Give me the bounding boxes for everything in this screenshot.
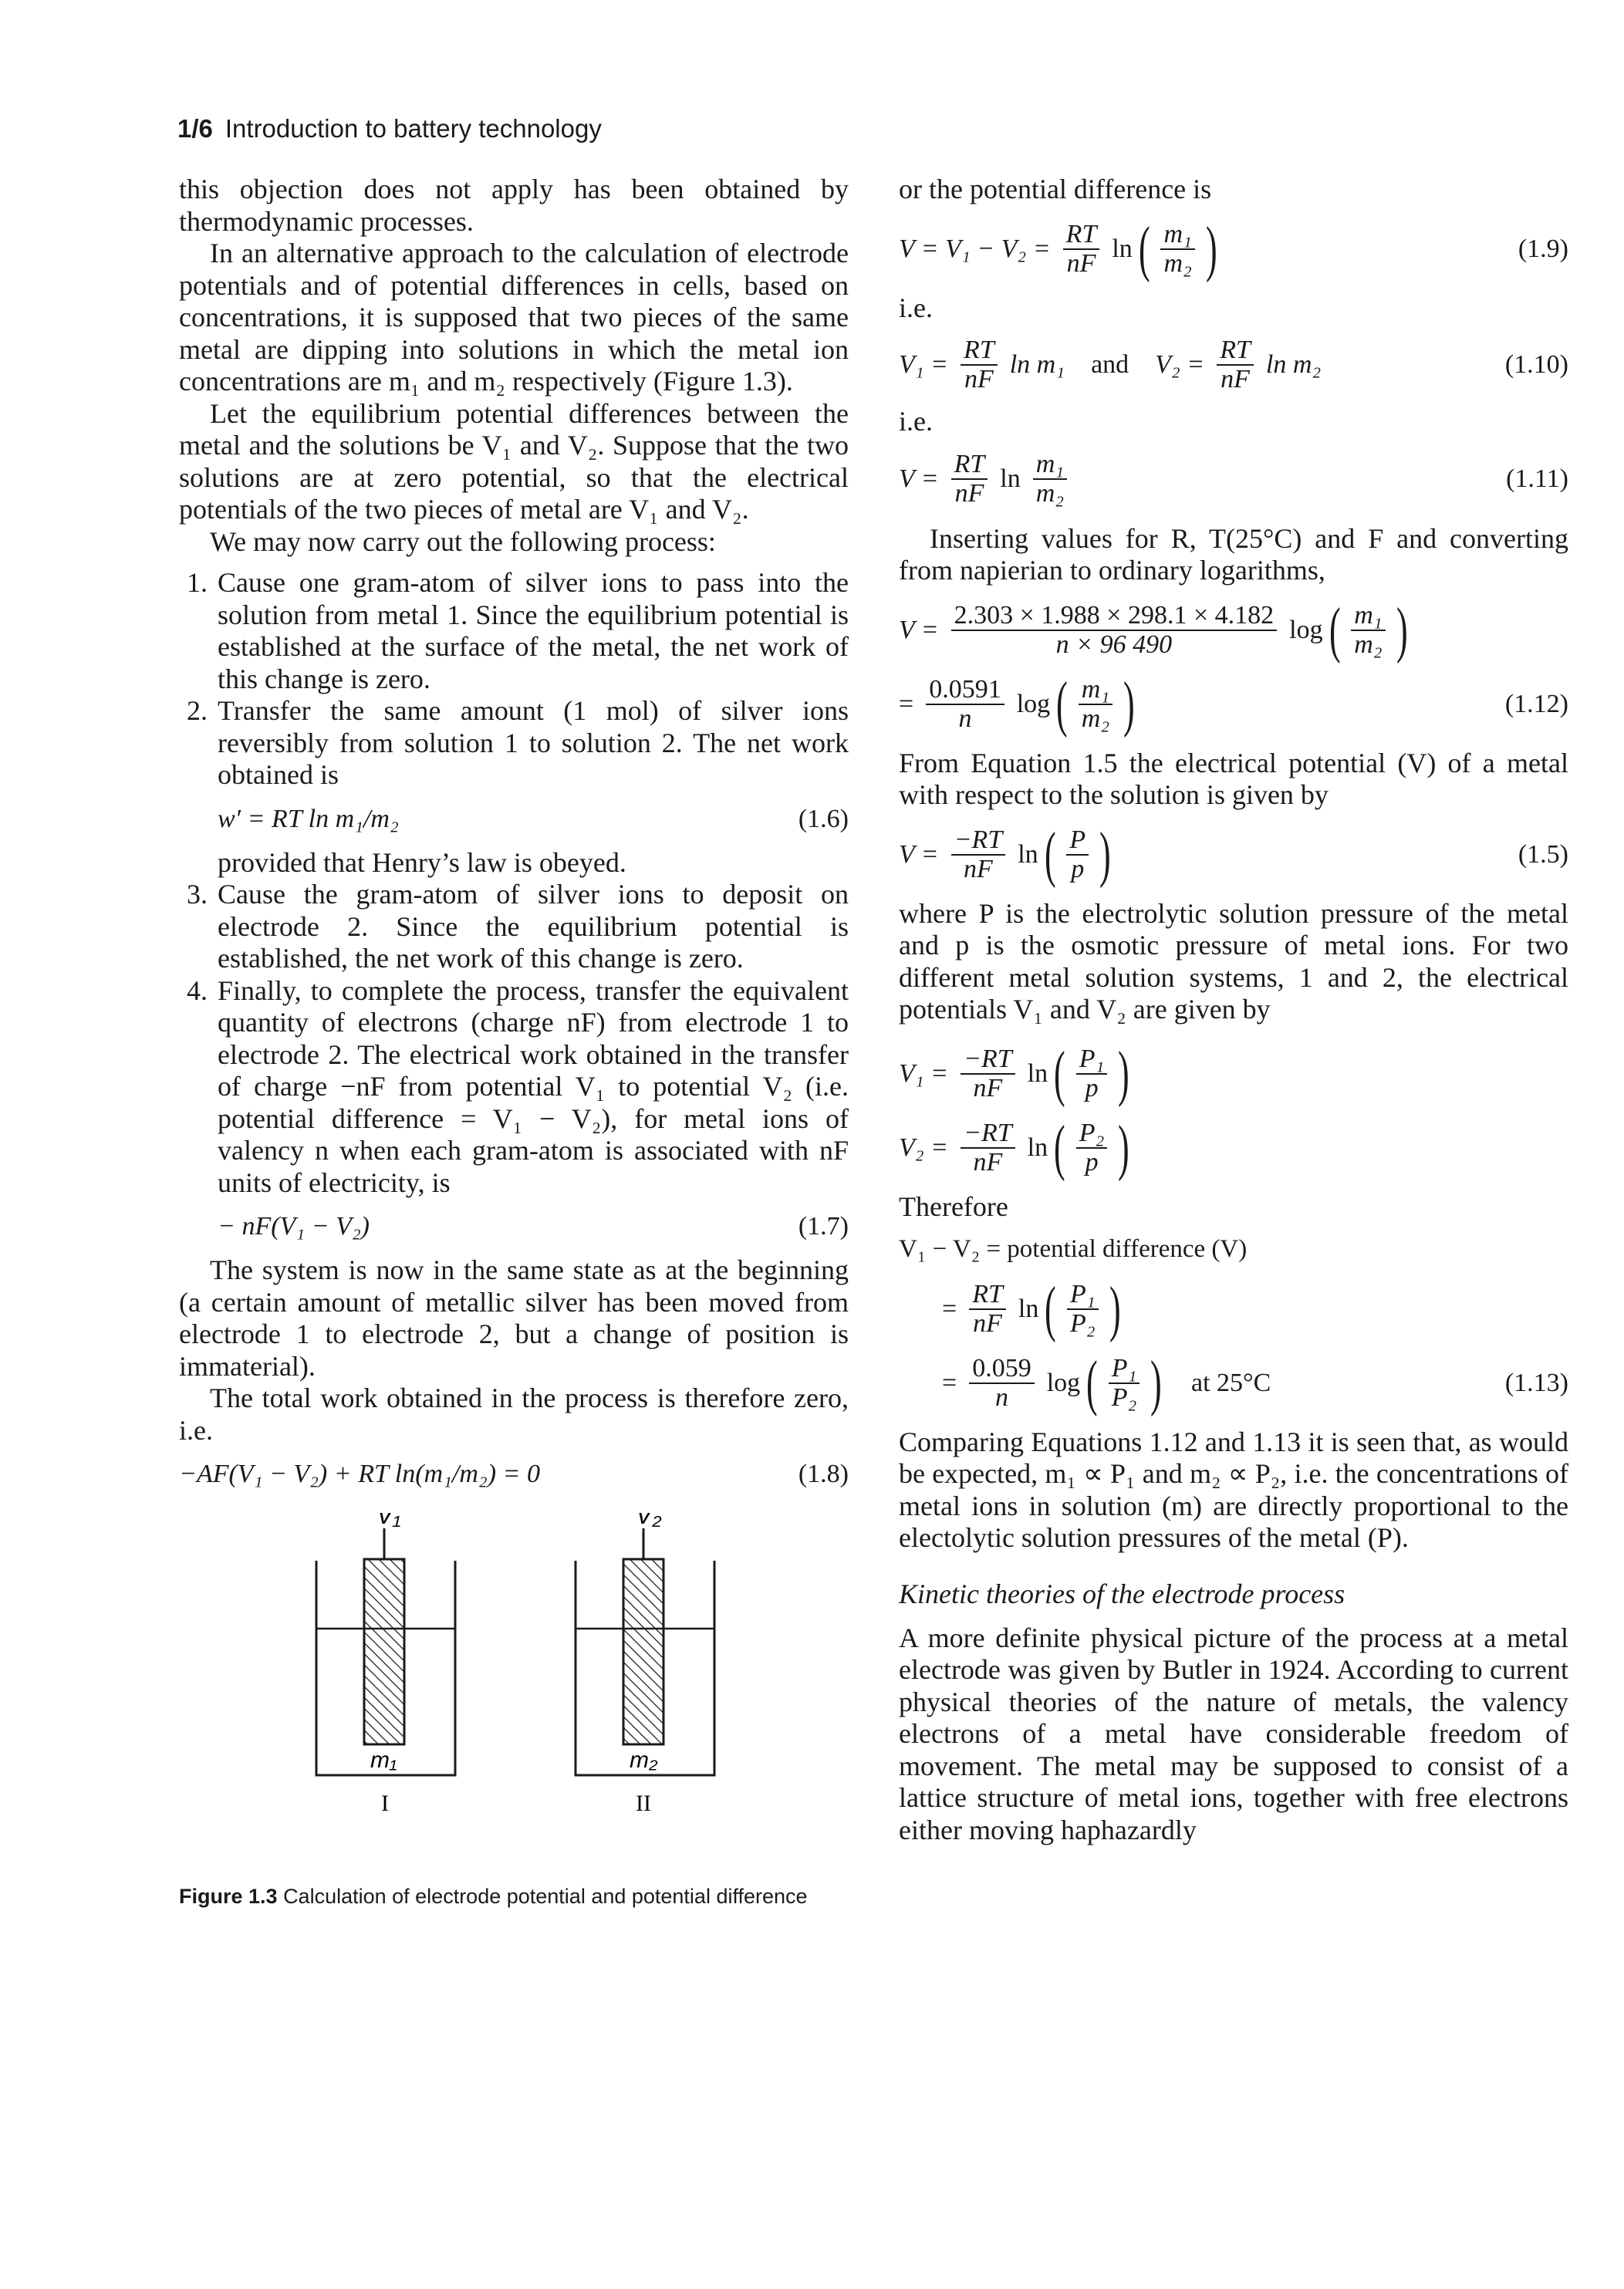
- list-item: 3. Cause the gram-atom of silver ions to deposit on electrode 2. Since the equilibrium potential is established, the net work of this change is zero.: [214, 879, 849, 975]
- frac-den: nF: [964, 365, 994, 393]
- cell-one: [316, 1513, 455, 1816]
- electrode-two: [623, 1559, 663, 1744]
- frac-den: p: [1085, 1147, 1099, 1177]
- frac-num: m₁: [1033, 451, 1067, 480]
- paragraph: Inserting values for R, T(25°C) and F and converting from napierian to ordinary logarithms,: [899, 522, 1568, 586]
- equation-pd-ln: = $\frac{RT}{nF}$ ln ( $\frac{\text{P₁}}{\text{P₂}}$ ): [942, 1274, 1121, 1343]
- frac-num: RT: [969, 1281, 1006, 1310]
- equation-v2: V₂ = $\frac{-RT}{nF}$ ln ( $\frac{\text{P₂}}{p}$ ): [899, 1113, 1130, 1182]
- left-column: [179, 174, 849, 1909]
- ln-label: ln: [1112, 234, 1133, 263]
- paragraph: We may now carry out the following process:: [210, 525, 716, 557]
- list-item-text: Transfer the same amount (1 mol) of silver ions reversibly from solution 1 to solution 2. The net work obtained is: [218, 695, 849, 790]
- frac-num: m₁: [1160, 221, 1194, 250]
- ln-label: ln: [1018, 839, 1038, 869]
- frac-num: P₁: [1067, 1281, 1099, 1310]
- equation-v1: V₁ = $\frac{-RT}{nF}$ ln ( $\frac{\text{P₁}}{p}$ ): [899, 1039, 1130, 1108]
- equation-number: (1.10): [1504, 350, 1568, 379]
- frac-den: P₂: [1069, 1308, 1096, 1338]
- frac-num: −RT: [961, 1045, 1015, 1075]
- equation-number: (1.11): [1506, 464, 1568, 493]
- paragraph: From Equation 1.5 the electrical potential (V) of a metal with respect to the solution is given by: [899, 747, 1568, 810]
- m1-label: m₁: [370, 1747, 397, 1773]
- paragraph: Let the equilibrium potential differences between the metal and the solutions be V₁ and V₂. Suppose that the two solutions are at zero potential, so that the electrical potentials of the two pieces of metal are V₁ and V₂.: [179, 397, 849, 525]
- log-label: log: [1016, 689, 1051, 718]
- list-item-text: provided that Henry’s law is obeyed.: [218, 846, 626, 878]
- frac-den: n: [958, 704, 972, 733]
- eq-lhs: V =: [899, 464, 939, 493]
- cell-one-label: I: [381, 1791, 389, 1816]
- eq-lhs: =: [942, 1368, 957, 1397]
- ln-label: ln: [1027, 1058, 1048, 1088]
- frac-den: n: [994, 1383, 1008, 1412]
- cell-two-label: II: [636, 1791, 651, 1816]
- section-heading: Kinetic theories of the electrode process: [899, 1578, 1345, 1609]
- frac-num: m₁: [1351, 602, 1385, 631]
- eq-lhs: V = V₁ − V₂ =: [899, 234, 1051, 263]
- and-word: and: [1091, 350, 1129, 379]
- paragraph: or the potential difference is: [899, 174, 1212, 204]
- v1-label: V₁: [376, 1513, 401, 1529]
- ln-label: ln: [1018, 1294, 1039, 1323]
- frac-den: m₂: [1354, 630, 1383, 659]
- list-item: [214, 975, 849, 1243]
- equation-number: (1.8): [798, 1460, 849, 1488]
- equation-1-6: [218, 804, 849, 835]
- eq-lhs: =: [899, 689, 914, 718]
- eq-lhs: V₂ =: [1155, 350, 1205, 379]
- frac-den: nF: [973, 1147, 1003, 1177]
- frac-den: nF: [973, 1308, 1002, 1338]
- list-item: [214, 695, 849, 879]
- page-number: 1/6: [177, 114, 213, 143]
- frac-num: RT: [961, 336, 998, 366]
- electrode-diagram: [179, 1513, 849, 1875]
- frac-num: P₁: [1076, 1045, 1108, 1075]
- paragraph: i.e.: [899, 406, 933, 437]
- ln-term: ln m₂: [1265, 350, 1322, 379]
- frac-den: nF: [973, 1073, 1003, 1102]
- equation-1-7: [218, 1211, 849, 1242]
- paragraph: A more definite physical picture of the process at a metal electrode was given by Butler in 1924. According to current physical theories of the nature of metals, the valency electrons of a metal have considerable freedom of movement. The metal may be supposed to consist of a lattice structure of metal ions, together with free electrons either moving haphazardly: [899, 1622, 1568, 1845]
- frac-num: m₁: [1079, 676, 1112, 705]
- frac-num: −RT: [961, 1119, 1015, 1149]
- frac-num: P₂: [1076, 1119, 1108, 1149]
- paragraph: The system is now in the same state as at the beginning (a certain amount of metallic silver has been moved from electrode 1 to electrode 2, but a change of position is immaterial).: [179, 1254, 849, 1382]
- cell-two: [576, 1513, 714, 1816]
- equation-number: (1.12): [1504, 689, 1568, 718]
- equation-1-5: V = $\frac{-RT}{nF}$ ln ( $\frac{P}{p}$ ) (1.5): [899, 820, 1568, 889]
- equation-number: (1.5): [1518, 839, 1568, 869]
- frac-num: RT: [951, 451, 988, 480]
- frac-den: nF: [1221, 365, 1250, 393]
- equation-1-12: = $\frac{0.0591}{n}$ log ( $\frac{\text{m₁}}{\text{m₂}}$ ) (1.12): [899, 670, 1568, 738]
- right-column: [899, 174, 1568, 1846]
- equation-number: (1.13): [1504, 1368, 1568, 1397]
- frac-num: 0.059: [969, 1355, 1035, 1384]
- eq-lhs: V₂ =: [899, 1133, 949, 1162]
- paragraph: i.e.: [899, 292, 933, 323]
- log-label: log: [1046, 1368, 1081, 1397]
- equation-number: (1.9): [1518, 234, 1568, 263]
- equation-body: −AF(V₁ − V₂) + RT ln(m₁/m₂) = 0: [179, 1460, 540, 1488]
- equation-body: − nF(V₁ − V₂): [218, 1212, 370, 1241]
- frac-num: 2.303 × 1.988 × 298.1 × 4.182: [951, 602, 1278, 631]
- running-title: Introduction to battery technology: [225, 114, 602, 143]
- eq-lhs: V₁ =: [899, 1058, 949, 1088]
- equation-number: (1.6): [798, 804, 849, 833]
- equation-number: (1.7): [798, 1212, 849, 1241]
- equation-1-9: V = V₁ − V₂ = $\frac{RT}{nF}$ ln ( $\frac{\text{m₁}}{\text{m₂}}$ ) (1.9): [899, 214, 1568, 283]
- list-item-text: Finally, to complete the process, transfer the equivalent quantity of electrons (charge nF) from electrode 1 to electrode 2. The electrical work obtained in the transfer of charge −nF from potential V₁ to potential V₂ (i.e. potential difference = V₁ − V₂), for metal ions of valency n when each gram-atom is associated with nF units of electricity, is: [218, 974, 849, 1198]
- frac-den: m₂: [1035, 478, 1065, 508]
- caption-text: Calculation of electrode potential and potential difference: [283, 1885, 808, 1908]
- frac-den: m₂: [1163, 248, 1192, 278]
- v2-label: V₂: [636, 1513, 662, 1529]
- electrode-one: [364, 1559, 404, 1744]
- eq-lhs: V₁ =: [899, 350, 949, 379]
- log-label: log: [1289, 615, 1323, 644]
- paragraph: Therefore: [899, 1190, 1008, 1222]
- caption-label: Figure 1.3: [179, 1885, 278, 1908]
- frac-num: P₁: [1109, 1355, 1140, 1384]
- potential-difference-line: V₁ − V₂ = potential difference (V): [899, 1235, 1248, 1263]
- equation-1-11: [899, 451, 1568, 508]
- ln-label: ln: [1027, 1133, 1048, 1162]
- paragraph: The total work obtained in the process is therefore zero, i.e.: [179, 1383, 849, 1446]
- frac-den: n × 96 490: [1055, 630, 1173, 659]
- frac-num: P: [1066, 826, 1089, 856]
- ln-label: ln: [1000, 464, 1021, 493]
- paragraph: In an alternative approach to the calculation of electrode potentials and of potential differences in cells, based on concentrations, it is supposed that two pieces of the same metal are dipping into solutions in which the metal ion concentrations are m₁ and m₂ respectively (Figure 1.3).: [179, 238, 849, 397]
- paragraph: where P is the electrolytic solution pressure of the metal and p is the osmotic pressure of metal ions. For two different metal solution systems, 1 and 2, the electrical potentials V₁ and V₂ are given by: [899, 897, 1568, 1025]
- ln-term: ln m₁: [1009, 350, 1065, 379]
- process-steps-list: [179, 567, 849, 1242]
- frac-den: m₂: [1081, 704, 1110, 733]
- equation-1-10: [899, 336, 1568, 393]
- frac-den: nF: [954, 478, 984, 508]
- frac-den: nF: [1066, 248, 1096, 278]
- page-header: [177, 114, 602, 143]
- frac-num: RT: [1217, 336, 1254, 366]
- frac-num: RT: [1063, 221, 1100, 250]
- equation-body: w′ = RT ln m₁/m₂: [218, 804, 399, 833]
- frac-den: p: [1071, 854, 1085, 883]
- equation-conversion: V = $\frac{2.303 \times 1.988 \times 298.1 \times 4.182}{n \times 96 490}$ log ( $\frac{\text{m₁}}{\text{m₂}}$ ): [899, 596, 1408, 664]
- figure-caption: [179, 1883, 849, 1909]
- list-item: 1. Cause one gram-atom of silver ions to pass into the solution from metal 1. Since the equilibrium potential is established at the surface of the metal, the net work of this change is zero.: [214, 567, 849, 695]
- paragraph: Comparing Equations 1.12 and 1.13 it is seen that, as would be expected, m₁ ∝ P₁ and m₂ ∝ P₂, i.e. the concentrations of metal ions in solution (m) are directly proportional to the electolytic solution pressures of the metal (P).: [899, 1426, 1568, 1553]
- temperature-note: at 25°C: [1191, 1368, 1271, 1397]
- paragraph: this objection does not apply has been obtained by thermodynamic processes.: [179, 174, 849, 237]
- figure-1-3: [179, 1513, 849, 1875]
- frac-num: −RT: [951, 826, 1006, 856]
- frac-num: 0.0591: [926, 676, 1004, 705]
- eq-lhs: V =: [899, 615, 939, 644]
- eq-lhs: =: [942, 1294, 957, 1323]
- frac-den: P₂: [1111, 1383, 1137, 1412]
- equation-1-8: [179, 1459, 849, 1490]
- equation-1-13: = $\frac{0.059}{n}$ log ( $\frac{\text{P₁}}{\text{P₂}}$ ) at 25°C (1.13): [942, 1349, 1568, 1417]
- m2-label: m₂: [630, 1747, 658, 1773]
- frac-den: p: [1085, 1073, 1099, 1102]
- frac-den: nF: [964, 854, 993, 883]
- eq-lhs: V =: [899, 839, 939, 869]
